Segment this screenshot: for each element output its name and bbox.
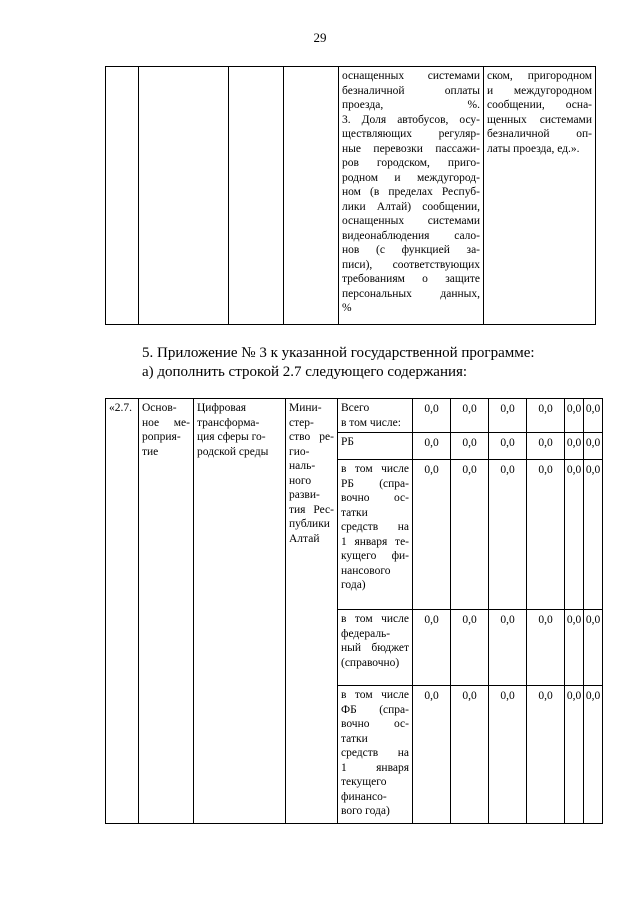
text-line: татки: [341, 732, 368, 745]
text-line: Цифровая: [197, 402, 247, 414]
funding-source-cell: [338, 460, 413, 610]
value-cell: 0,0: [584, 686, 603, 824]
text-line: в том числе: [341, 613, 409, 625]
text-line: ный бюджет: [341, 642, 409, 654]
text-line: 3. Доля автобусов, осу-: [342, 113, 480, 126]
value-cell: 0,0: [413, 433, 451, 460]
text-line: (справочно): [341, 656, 400, 669]
text-line: сообщении, осна-: [487, 99, 592, 111]
value-cell: 0,0: [565, 399, 584, 433]
text-line: писи), соответствующих: [342, 258, 480, 271]
text-line: в том числе:: [341, 416, 401, 429]
text-line: оснащенных системами: [342, 70, 480, 82]
text-line: требованиям о защите: [342, 273, 480, 285]
value-cell: 0,0: [565, 610, 584, 686]
value-cell: 0,0: [489, 610, 527, 686]
value-cell: 0,0: [413, 610, 451, 686]
text-line: вочно ос-: [341, 718, 409, 730]
text-line: ном (в пределах Респуб-: [342, 186, 480, 198]
text-line: лики Алтай) сообщении,: [342, 200, 480, 213]
paragraph-add-row: а) дополнить строкой 2.7 следующего содержания:: [142, 364, 468, 380]
text-line: тие: [142, 445, 159, 458]
text-line: ском, пригородном: [487, 70, 592, 82]
event-name-cell: [194, 399, 286, 824]
text-line: текущего: [341, 776, 387, 788]
text-line: ного: [289, 474, 312, 487]
text-line: Всего: [341, 402, 370, 414]
text-line: в том числе: [341, 463, 409, 475]
text-line: латы проезда, ед.».: [487, 142, 580, 155]
text-line: родской среды: [197, 445, 269, 458]
executor-cell: [286, 399, 338, 824]
value-cell: 0,0: [451, 399, 489, 433]
text-line: родном и междугород-: [342, 171, 480, 184]
value-cell: 0,0: [451, 610, 489, 686]
table-row: [106, 399, 603, 433]
text-line: 1 января те-: [341, 535, 409, 548]
value-cell: 0,0: [413, 686, 451, 824]
value-cell: 0,0: [489, 399, 527, 433]
value-cell: 0,0: [451, 686, 489, 824]
table-cell: [284, 67, 339, 325]
text-line: Мини-: [289, 402, 322, 414]
value-cell: 0,0: [565, 460, 584, 610]
text-line: ные перевозки пассажи-: [342, 142, 480, 155]
text-line: персональных данных,: [342, 287, 480, 300]
value-cell: 0,0: [584, 460, 603, 610]
text-line: нансового: [341, 564, 391, 577]
text-line: ция сферы го-: [197, 431, 266, 443]
text-line: средств на: [341, 747, 409, 759]
value-cell: 0,0: [413, 399, 451, 433]
page-number: 29: [313, 30, 327, 45]
funding-source-cell: [338, 610, 413, 686]
text-line: безналичной оплаты: [342, 84, 480, 97]
text-line: РБ (спра-: [341, 477, 409, 490]
text-line: года): [341, 579, 366, 591]
text-line: гио-: [289, 445, 310, 458]
text-line: ное ме-: [142, 416, 190, 429]
text-line: 1 января: [341, 761, 409, 774]
text-line: щенных системами: [487, 113, 592, 126]
text-line: ство ре-: [289, 431, 334, 443]
text-line: нов (с функцией за-: [342, 244, 480, 256]
text-line: ществляющих регуляр-: [342, 128, 480, 140]
text-line: финансо-: [341, 790, 387, 803]
text-line: вого года): [341, 805, 390, 817]
funding-source-cell: [338, 686, 413, 824]
table-bottom: [105, 398, 603, 824]
value-cell: 0,0: [584, 610, 603, 686]
text-line: вочно ос-: [341, 492, 409, 504]
value-cell: 0,0: [451, 433, 489, 460]
value-cell: 0,0: [584, 399, 603, 433]
text-line: РБ: [341, 436, 354, 448]
value-cell: 0,0: [527, 433, 565, 460]
text-line: кущего фи-: [341, 550, 409, 562]
text-line: разви-: [289, 489, 320, 501]
text-line: средств на: [341, 521, 409, 533]
value-cell: 0,0: [489, 460, 527, 610]
funding-source-cell: [338, 399, 413, 433]
table-cell: [106, 67, 139, 325]
table-cell: [229, 67, 284, 325]
row-number-cell: «2.7.: [106, 399, 139, 824]
table-top: [105, 66, 596, 325]
value-cell: 0,0: [584, 433, 603, 460]
text-line: роприя-: [142, 431, 181, 443]
value-cell: 0,0: [565, 433, 584, 460]
text-line: безналичной оп-: [487, 128, 592, 140]
value-cell: 0,0: [527, 460, 565, 610]
text-line: стер-: [289, 416, 314, 429]
value-cell: 0,0: [565, 686, 584, 824]
table-row: [106, 67, 596, 325]
text-line: ров городском, приго-: [342, 157, 480, 169]
text-line: ФБ (спра-: [341, 703, 409, 716]
text-line: %: [342, 302, 352, 314]
result-cell: [484, 67, 596, 325]
value-cell: 0,0: [489, 686, 527, 824]
text-line: и междугородном: [487, 84, 592, 97]
text-line: публики: [289, 518, 330, 530]
funding-source-cell: [338, 433, 413, 460]
text-line: федераль-: [341, 627, 391, 640]
text-line: Алтай: [289, 532, 320, 545]
text-line: татки: [341, 506, 368, 519]
event-type-cell: [139, 399, 194, 824]
value-cell: 0,0: [527, 610, 565, 686]
indicator-cell: [339, 67, 484, 325]
value-cell: 0,0: [489, 433, 527, 460]
value-cell: 0,0: [527, 686, 565, 824]
table-cell: [139, 67, 229, 325]
text-line: в том числе: [341, 689, 409, 701]
value-cell: 0,0: [413, 460, 451, 610]
text-line: видеонаблюдения сало-: [342, 229, 480, 242]
text-line: трансформа-: [197, 416, 260, 429]
value-cell: 0,0: [527, 399, 565, 433]
text-line: проезда, %.: [342, 99, 480, 111]
text-line: Основ-: [142, 402, 177, 414]
text-line: тия Рес-: [289, 503, 334, 516]
text-line: оснащенных системами: [342, 215, 480, 227]
text-line: наль-: [289, 460, 316, 472]
value-cell: 0,0: [451, 460, 489, 610]
paragraph-appendix: 5. Приложение № 3 к указанной государственной программе:: [142, 345, 535, 361]
